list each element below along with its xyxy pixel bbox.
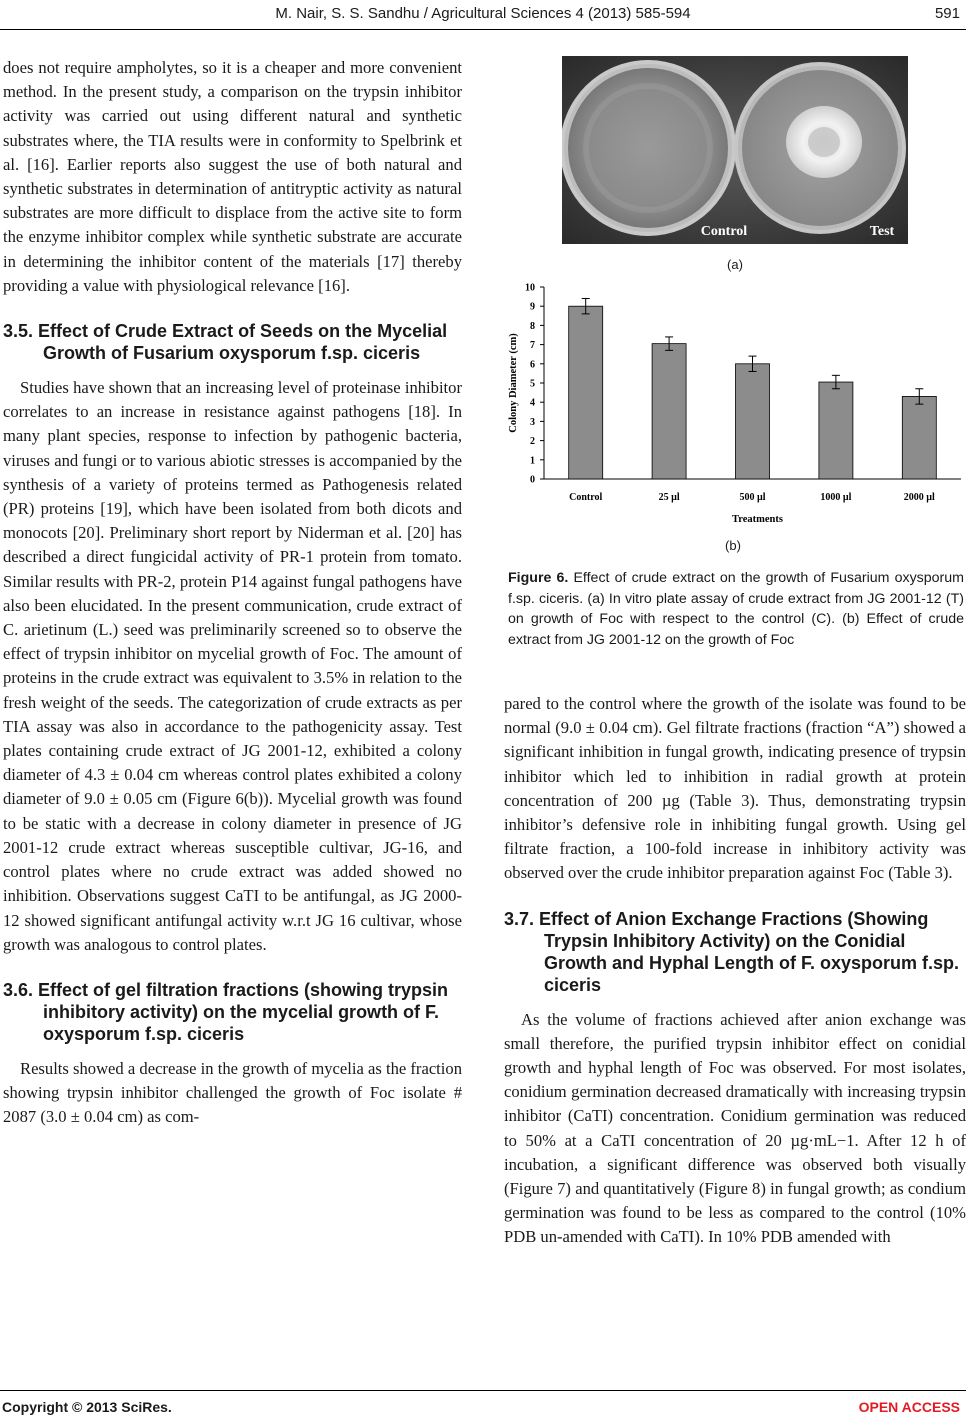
photo-label-test: Test: [869, 224, 895, 239]
x-tick-label: 25 µl: [658, 492, 680, 503]
paragraph-anion-exchange: As the volume of fractions achieved after anion exchange was small therefore, the purified trypsin inhibitor effect on conidial growth and hyphal length of Foc was observed. For most isolates, conidium germination decreased dramatically with increasing trypsin inhibitor (CaTI) concentration. Conidium germination was reduced to 50% at a CaTI concentration of 20 µg·mL−1. After 12 h of incubation, a significant difference was observed both visually (Figure 7) and quantitatively (Figure 8) in fungal growth; as condium germination was found to be less as compared to the control (10% PDB un-amended with CaTI). In 10% PDB amended with: [504, 1009, 966, 1247]
x-tick-label: 2000 µl: [903, 492, 935, 503]
bar-0: [569, 306, 603, 479]
section-heading-3-7: 3.7. Effect of Anion Exchange Fractions (Showing Trypsin Inhibitory Activity) on the Conidial Growth and Hyphal Length of F. oxysporum f.sp. ciceris: [504, 908, 960, 995]
left-column: [3, 56, 462, 1130]
bar-1: [652, 344, 686, 479]
x-tick-label: Control: [569, 492, 603, 503]
section-heading-3-6: 3.6. Effect of gel filtration fractions (showing trypsin inhibitory activity) on the mycelial growth of F. oxysporum f.sp. ciceris: [3, 979, 449, 1044]
copyright-notice: Copyright © 2013 SciRes.: [2, 1399, 172, 1415]
y-axis-label: Colony Diameter (cm): [508, 333, 519, 433]
paragraph-crude-extract: Studies have shown that an increasing level of proteinase inhibitor correlates to an increase in resistance against pathogens [18]. In many plant species, response to infection by pathogenic bacteria, viruses and fungi or to various abiotic stresses is accompanied by the synthesis of a variety of proteins termed as Pathogenesis related (PR) proteins [19], which have been isolated from both dicots and monocots [20]. Preliminary short report by Niderman et al. [20] has described a direct fungicidal activity of PR-1 protein from tomato. Similar results with PR-2, protein P14 against fungal pathogens have also been elucidated. In the present communication, crude extract of C. arietinum (L.) seed was preliminarily screened so to observe the effect of trypsin inhibitor on mycelial growth of Foc. The amount of proteins in the crude extract was equivalent to 3.5% in relation to the fresh weight of the seeds. The categorization of crude extracts as per TIA assay was also in accordance to the pathogenicity assay. Test plates containing crude extract of JG 2001-12, exhibited a colony diameter of 4.3 ± 0.04 cm whereas control plates exhibited a colony diameter of 9.0 ± 0.05 cm (Figure 6(b)). Mycelial growth was found to be static with a decrease in colony diameter in presence of JG 2001-12 crude extract whereas susceptible cultivar, JG-16, and control plates where no crude extract was added showed no inhibition. Observations suggest CaTI to be antifungal, as JG 2000-12 showed significant antifungal activity w.r.t JG 16 cultivar, whose growth was analogous to control plates.: [3, 378, 462, 954]
y-tick-label: 10: [525, 282, 535, 294]
figure-caption: [508, 568, 964, 650]
x-tick-label: 500 µl: [739, 492, 766, 503]
paragraph-gel-results: pared to the control where the growth of the isolate was found to be normal (9.0 ± 0.04 cm). Gel filtrate fractions (fraction “A”) showed a significant inhibition in fungal growth, indicating presence of trypsin inhibitor which led to inhibition in radial growth at protein concentration of 200 µg (Table 3). Thus, demonstrating trypsin inhibitor’s defensive role in inhibiting fungal growth. Using gel filtrate fraction, a 100-fold increase in inhibitory activity was observed over the crude inhibitor preparation against Foc (Table 3).: [504, 694, 966, 883]
y-tick-label: 3: [530, 416, 535, 428]
colony-diameter-chart: [495, 274, 966, 534]
y-tick-label: 9: [530, 301, 535, 313]
y-tick-label: 2: [530, 436, 535, 448]
figure-caption-text: Effect of crude extract on the growth of Fusarium oxysporum f.sp. ciceris. (a) In vitro plate assay of crude extract from JG 2001-12 (T) on growth of Foc with respect to the control (C). (b) Effect of crude extract from JG 2001-12 on the growth of Foc: [508, 570, 964, 648]
running-header: [0, 2, 966, 28]
x-axis-label: Treatments: [732, 514, 783, 525]
right-column: [504, 692, 966, 1250]
y-tick-label: 8: [530, 320, 535, 332]
header-rule: [0, 29, 966, 30]
y-tick-label: 0: [530, 474, 535, 486]
x-tick-label: 1000 µl: [820, 492, 852, 503]
petri-dish-photo: [562, 56, 908, 244]
section-heading-3-5: 3.5. Effect of Crude Extract of Seeds on the Mycelial Growth of Fusarium oxysporum f.sp. ciceris: [3, 321, 448, 364]
footer-rule: [0, 1390, 966, 1391]
page-number: 591: [934, 5, 960, 22]
running-title: M. Nair, S. S. Sandhu / Agricultural Sciences 4 (2013) 585-594: [275, 5, 691, 22]
y-tick-label: 1: [530, 455, 535, 467]
y-tick-label: 5: [530, 378, 535, 390]
y-tick-label: 7: [530, 340, 535, 352]
photo-label-control: Control: [700, 224, 748, 239]
panel-label-a: (a): [727, 257, 743, 272]
bar-2: [736, 364, 770, 479]
paragraph-gel-filtration: Results showed a decrease in the growth of mycelia as the fraction showing trypsin inhibitor challenged the growth of Foc isolate # 2087 (3.0 ± 0.04 cm) as com-: [3, 1058, 462, 1127]
figure-caption-label: Figure 6.: [508, 570, 569, 586]
y-tick-label: 4: [530, 397, 535, 409]
bar-4: [902, 396, 936, 479]
panel-label-b: (b): [725, 538, 741, 553]
paragraph-intro: does not require ampholytes, so it is a cheaper and more convenient method. In the present study, a comparison on the trypsin inhibitor activity was carried out using different natural and synthetic substrates where, the TIA results were in conformity to Spelbrink et al. [16]. Earlier reports also suggest the use of both natural and synthetic substrates in determination of antitryptic activity as natural substrates are more difficult to displace from the active site to form the enzyme inhibitor complex while synthetic substrate are accurate in determining the inhibitor content of the materials [17] thereby providing a value with physiological relevance [16].: [3, 58, 462, 295]
y-tick-label: 6: [530, 359, 535, 371]
bar-3: [819, 382, 853, 479]
open-access-label: OPEN ACCESS: [858, 1399, 960, 1415]
